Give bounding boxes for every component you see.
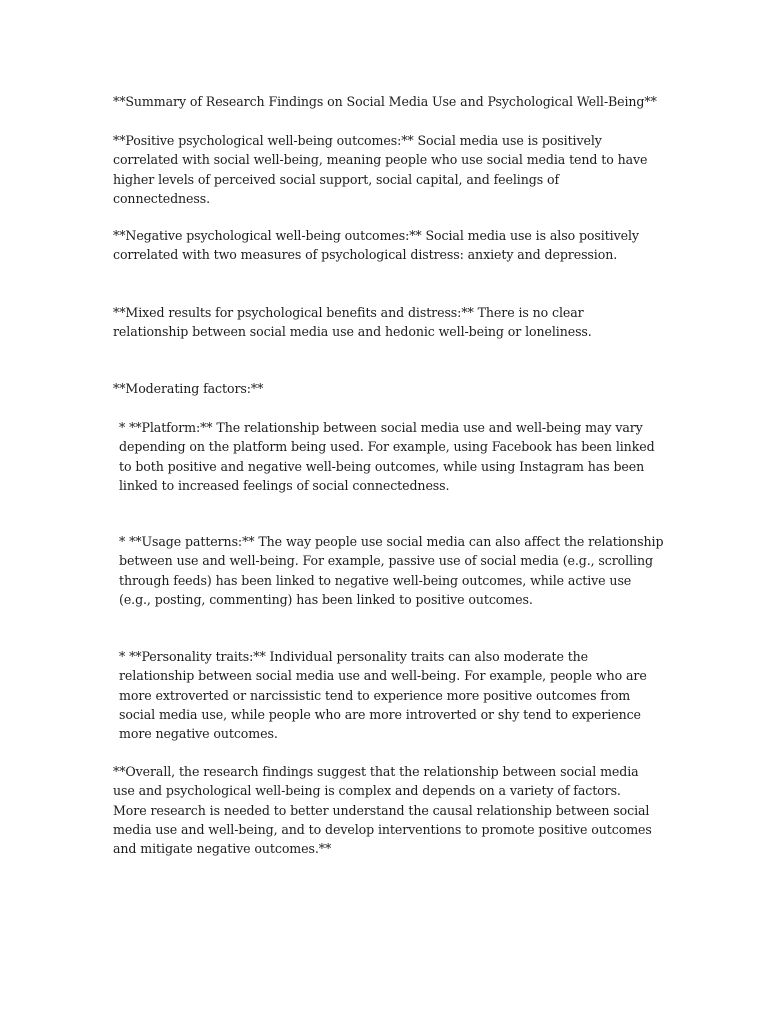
heading-moderating-factors: **Moderating factors:** xyxy=(113,381,264,396)
bullet-usage-patterns: * **Usage patterns:** The way people use social media can also affect the relationship between use and well-being. For example, passive use of social media (e.g., scrolling through feeds) has been linked to negative well-being outcomes, while active use (e.g., posting, commenting) has been linked to positive outcomes. xyxy=(119,534,664,607)
paragraph-positive-outcomes: **Positive psychological well-being outcomes:** Social media use is positively correlated with social well-being, meaning people who use social media tend to have higher levels of perceived social support, social capital, and feelings of connectedness. xyxy=(113,133,648,206)
paragraph-negative-outcomes: **Negative psychological well-being outcomes:** Social media use is also positively correlated with two measures of psychological distress: anxiety and depression. xyxy=(113,228,639,263)
bullet-personality-traits: * **Personality traits:** Individual personality traits can also moderate the relationship between social media use and well-being. For example, people who are more extroverted or narcissistic tend to experience more positive outcomes from social media use, while people who are more introverted or shy tend to experience more negative outcomes. xyxy=(119,649,647,742)
document-title: **Summary of Research Findings on Social Media Use and Psychological Well-Being** xyxy=(113,94,657,109)
bullet-platform: * **Platform:** The relationship between social media use and well-being may vary depending on the platform being used. For example, using Facebook has been linked to both positive and negative well-being outcomes, while using Instagram has been linked to increased feelings of social connectedness. xyxy=(119,420,655,493)
paragraph-overall-summary: **Overall, the research findings suggest that the relationship between social media use and psychological well-being is complex and depends on a variety of factors. More research is needed to better understand the causal relationship between social media use and well-being, and to develop interventions to promote positive outcomes and mitigate negative outcomes.** xyxy=(113,764,652,857)
paragraph-mixed-results: **Mixed results for psychological benefits and distress:** There is no clear relationship between social media use and hedonic well-being or loneliness. xyxy=(113,305,592,340)
